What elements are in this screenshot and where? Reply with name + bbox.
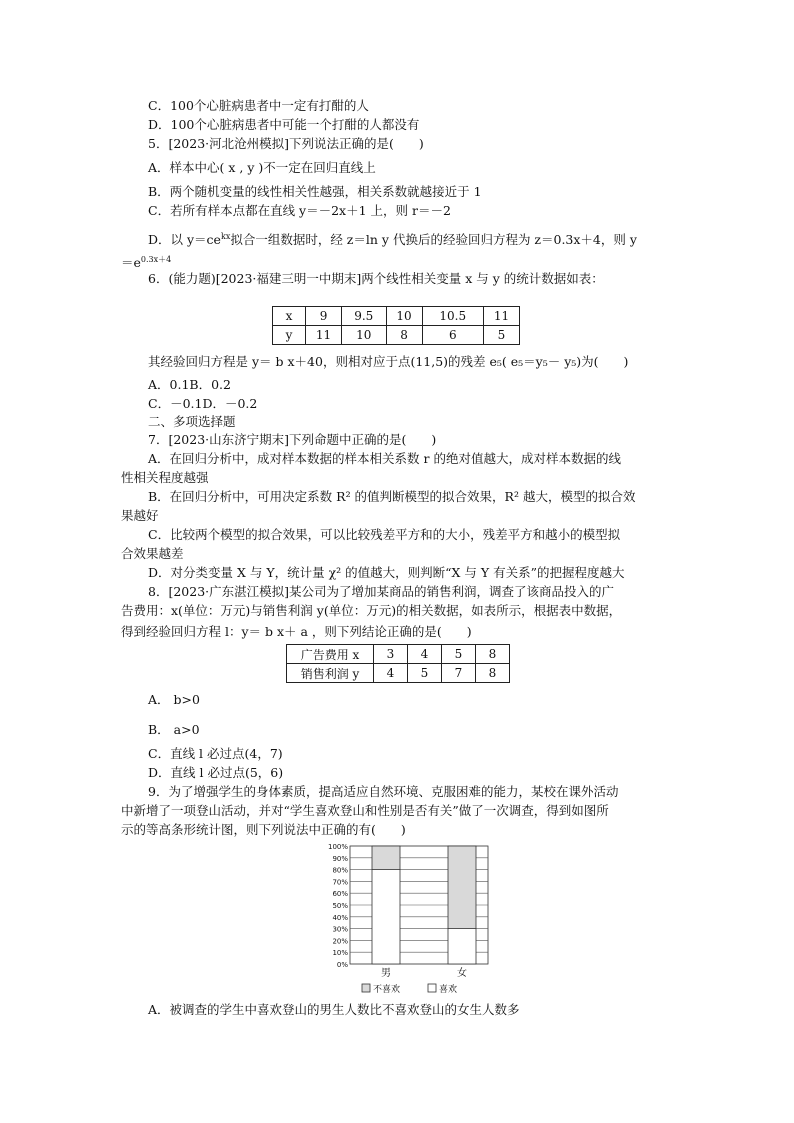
question-7: 7．[2023·山东济宁期末]下列命题中正确的是( ) [148, 432, 437, 447]
table-cell: 6 [422, 326, 483, 345]
question-8-line3: 得到经验回归方程 l：y＝ b x＋ a ，则下列结论正确的是( ) [121, 624, 472, 639]
q8-option-a: A． b>0 [148, 692, 200, 707]
q8-option-d: D．直线 l 必过点(5，6) [148, 765, 284, 780]
legend-label: 喜欢 [439, 985, 458, 995]
q6-options-ab: A．0.1B．0.2 [148, 377, 231, 392]
y-tick-label: 0% [336, 961, 348, 969]
q9-option-a: A．被调查的学生中喜欢登山的男生人数比不喜欢登山的女生人数多 [148, 1002, 520, 1017]
y-tick-label: 60% [332, 890, 348, 899]
y-tick-label: 20% [332, 937, 348, 946]
chart-svg [318, 842, 494, 1002]
y-tick-label: 50% [332, 902, 348, 910]
legend-swatch [362, 984, 370, 992]
question-9-line1: 9．为了增强学生的身体素质，提高适应自然环境、克服困难的能力，某校在课外活动 [148, 784, 619, 799]
q5d3-exponent: 0.3x＋4 [140, 255, 172, 264]
table-row [273, 307, 520, 326]
table-cell: 5 [408, 664, 442, 683]
table-row [287, 664, 510, 683]
x-category-label: 女 [457, 968, 467, 979]
y-tick-label: 30% [332, 925, 348, 934]
table-cell: 8 [476, 645, 510, 664]
q5-option-d-line1 [148, 229, 637, 248]
legend-swatch [428, 984, 436, 992]
q7-option-b-line2: 果越好 [121, 508, 159, 523]
q7-option-b-line1: B．在回归分析中，可用决定系数 R² 的值判断模型的拟合效果，R² 越大，模型的拟合效 [148, 489, 636, 504]
question-9-line2: 中新增了一项登山活动，并对“学生喜欢登山和性别是否有关”做了一次调查，得到如图所 [121, 803, 609, 818]
y-tick-label: 90% [332, 854, 348, 863]
table-cell: 7 [442, 664, 476, 683]
y-tick-label: 100% [327, 843, 348, 851]
q5d-part1: D．以 y＝ce [148, 232, 221, 248]
bar-like [448, 929, 476, 964]
section-heading-multi-choice: 二、多项选择题 [148, 414, 236, 429]
question-8-line2: 告费用：x(单位：万元)与销售利润 y(单位：万元)的相关数据，如表所示，根据表中数据， [121, 603, 622, 618]
y-tick-label: 40% [332, 913, 348, 922]
question-8-line1: 8．[2023·广东湛江模拟]某公司为了增加某商品的销售利润，调查了该商品投入的广 [148, 584, 614, 599]
table-q8 [286, 644, 510, 683]
q8-option-c: C．直线 l 必过点(4，7) [148, 746, 283, 761]
table-cell: 4 [374, 664, 408, 683]
bar-like [372, 870, 400, 964]
table-cell: 5 [483, 326, 519, 345]
q5-option-a: A．样本中心( x , y )不一定在回归直线上 [148, 160, 376, 175]
question-5: 5．[2023·河北沧州模拟]下列说法正确的是( ) [148, 136, 424, 151]
q5-option-b: B．两个随机变量的线性相关性越强，相关系数就越接近于 1 [148, 184, 482, 199]
q7-option-c-line2: 合效果越差 [121, 546, 184, 561]
option-c-prev: C．100个心脏病患者中一定有打酣的人 [148, 98, 369, 113]
table-cell: x [273, 307, 306, 326]
x-category-label: 男 [381, 968, 391, 979]
bar-dislike [448, 846, 476, 929]
q7-option-d: D．对分类变量 X 与 Y，统计量 χ² 的值越大，则判断“X 与 Y 有关系”的把握程度越大 [148, 565, 625, 580]
q7-option-a-line1: A．在回归分析中，成对样本数据的样本相关系数 r 的绝对值越大，成对样本数据的线 [148, 451, 621, 466]
q5-option-d-line2 [121, 252, 171, 271]
q5d-part2: 拟合一组数据时，经 z＝ln y 代换后的经验回归方程为 z＝0.3x＋4，则 y [230, 232, 637, 248]
table-cell: 10 [386, 307, 422, 326]
q8-option-b: B． a>0 [148, 722, 200, 737]
table-cell: 11 [306, 326, 342, 345]
bar-dislike [372, 846, 400, 870]
y-tick-label: 10% [332, 949, 348, 958]
table-cell: 9 [306, 307, 342, 326]
legend-label: 不喜欢 [373, 985, 401, 995]
question-9-line3: 示的等高条形统计图，则下列说法中正确的有( ) [121, 822, 406, 837]
table-row [273, 326, 520, 345]
table-cell: 9.5 [342, 307, 386, 326]
q7-option-c-line1: C．比较两个模型的拟合效果，可以比较残差平方和的大小，残差平方和越小的模型拟 [148, 527, 621, 542]
q6-residual-line: 其经验回归方程是 y＝ b x＋40，则相对应于点(11,5)的残差 e₅( e₅＝y₅－ y₅)为( ) [148, 354, 629, 369]
table-row [287, 645, 510, 664]
q5d-part3: ＝e [121, 255, 141, 271]
y-tick-label: 70% [332, 878, 348, 887]
table-cell: 销售利润 y [287, 664, 374, 683]
q6-options-cd: C．－0.1D．－0.2 [148, 396, 258, 411]
stacked-bar-chart [318, 842, 494, 1002]
option-d-prev: D．100个心脏病患者中可能一个打酣的人都没有 [148, 117, 420, 132]
table-cell: 4 [408, 645, 442, 664]
table-cell: 8 [386, 326, 422, 345]
table-cell: 10 [342, 326, 386, 345]
q5-option-c: C．若所有样本点都在直线 y＝－2x＋1 上，则 r＝－2 [148, 203, 451, 218]
table-q6 [272, 306, 520, 345]
table-cell: 8 [476, 664, 510, 683]
q5d-exponent: kx [220, 232, 231, 241]
q7-option-a-line2: 性相关程度越强 [121, 470, 209, 485]
y-tick-label: 80% [332, 866, 348, 875]
table-cell: 5 [442, 645, 476, 664]
table-cell: 广告费用 x [287, 645, 374, 664]
table-cell: y [273, 326, 306, 345]
question-6: 6．(能力题)[2023·福建三明一中期末]两个线性相关变量 x 与 y 的统计数据如表： [148, 271, 604, 286]
table-cell: 3 [374, 645, 408, 664]
table-cell: 10.5 [422, 307, 483, 326]
table-cell: 11 [483, 307, 519, 326]
